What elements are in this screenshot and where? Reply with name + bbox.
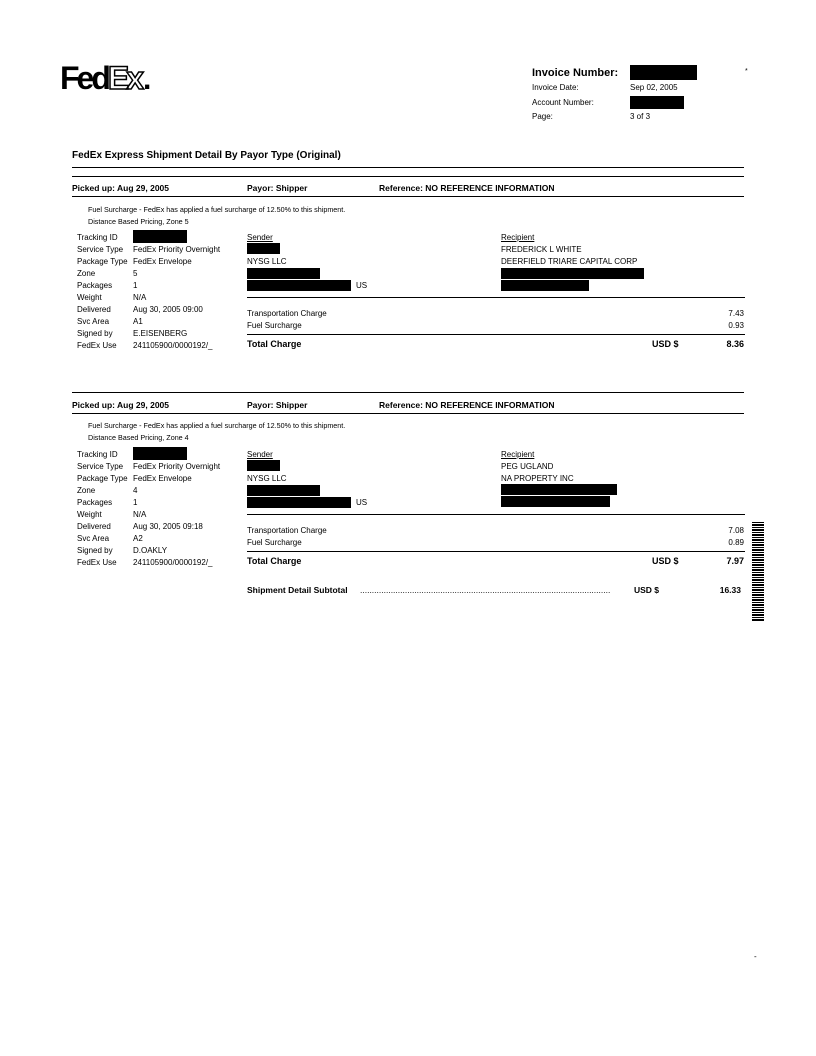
invoice-date-value: Sep 02, 2005 — [630, 83, 678, 92]
total-charge-value: 7.97 — [726, 556, 744, 566]
document-title: FedEx Express Shipment Detail By Payor Type (Original) — [72, 150, 341, 161]
tracking-id-label: Tracking ID — [77, 450, 118, 459]
total-charge-currency: USD $ — [652, 339, 679, 349]
package-type-value: FedEx Envelope — [133, 257, 192, 266]
zone-label: Zone — [77, 486, 96, 495]
recipient-city-redacted — [501, 280, 589, 291]
footer-mark: - — [754, 952, 757, 961]
fedex-logo — [60, 62, 148, 96]
signed-by-label: Signed by — [77, 546, 113, 555]
sender-city-redacted — [247, 280, 351, 291]
delivered-label: Delivered — [77, 522, 111, 531]
invoice-date-label: Invoice Date: — [532, 83, 579, 92]
reference: Reference: NO REFERENCE INFORMATION — [379, 400, 555, 410]
recipient-address-redacted — [501, 268, 644, 279]
transportation-charge-label: Transportation Charge — [247, 526, 327, 535]
distance-pricing-note: Distance Based Pricing, Zone 4 — [88, 433, 189, 442]
recipient-company: DEERFIELD TRIARE CAPITAL CORP — [501, 257, 638, 266]
distance-pricing-note: Distance Based Pricing, Zone 5 — [88, 217, 189, 226]
barcode-icon — [752, 522, 764, 622]
zone-label: Zone — [77, 269, 96, 278]
weight-label: Weight — [77, 293, 102, 302]
total-charge-label: Total Charge — [247, 556, 302, 566]
svc-area-value: A2 — [133, 534, 143, 543]
total-charge-label: Total Charge — [247, 339, 302, 349]
shipment-top-rule — [72, 176, 744, 177]
fedex-use-value: 241105900/0000192/_ — [133, 341, 213, 350]
sender-city-redacted — [247, 497, 351, 508]
recipient-name: FREDERICK L WHITE — [501, 245, 582, 254]
sender-name-redacted — [247, 243, 280, 254]
fedex-use-value: 241105900/0000192/_ — [133, 558, 213, 567]
sender-label: Sender — [247, 450, 273, 459]
zone-value: 4 — [133, 486, 138, 495]
subtotal-label: Shipment Detail Subtotal — [247, 585, 348, 595]
sender-company: NYSG LLC — [247, 474, 287, 483]
fuel-surcharge-value: 0.93 — [728, 321, 744, 330]
packages-label: Packages — [77, 498, 113, 507]
transportation-charge-value: 7.08 — [728, 526, 744, 535]
charges-top-rule — [247, 514, 745, 515]
subtotal-currency: USD $ — [634, 585, 660, 595]
svc-area-label: Svc Area — [77, 317, 110, 326]
recipient-label: Recipient — [501, 450, 535, 459]
corner-mark: * — [745, 68, 748, 75]
delivered-value: Aug 30, 2005 09:18 — [133, 522, 203, 531]
service-type-label: Service Type — [77, 462, 124, 471]
account-number-label: Account Number: — [532, 98, 594, 107]
transportation-charge-value: 7.43 — [728, 309, 744, 318]
packages-value: 1 — [133, 281, 138, 290]
fuel-surcharge-note: Fuel Surcharge - FedEx has applied a fuel surcharge of 12.50% to this shipment. — [88, 205, 346, 214]
sender-name-redacted — [247, 460, 280, 471]
payor: Payor: Shipper — [247, 400, 308, 410]
weight-value: N/A — [133, 293, 147, 302]
picked-up-date: Picked up: Aug 29, 2005 — [72, 400, 169, 410]
signed-by-value: D.OAKLY — [133, 546, 168, 555]
recipient-city-redacted — [501, 496, 610, 507]
service-type-label: Service Type — [77, 245, 124, 254]
tracking-id-label: Tracking ID — [77, 233, 118, 242]
sender-label: Sender — [247, 233, 273, 242]
reference: Reference: NO REFERENCE INFORMATION — [379, 183, 555, 193]
packages-value: 1 — [133, 498, 138, 507]
picked-up-date: Picked up: Aug 29, 2005 — [72, 183, 169, 193]
subtotal-leader-dots: .......................................................................................................... — [360, 585, 611, 595]
recipient-company: NA PROPERTY INC — [501, 474, 574, 483]
total-charge-currency: USD $ — [652, 556, 679, 566]
shipment-top-rule — [72, 392, 744, 393]
charges-top-rule — [247, 297, 745, 298]
sender-company: NYSG LLC — [247, 257, 287, 266]
page-label: Page: — [532, 112, 553, 121]
fuel-surcharge-note: Fuel Surcharge - FedEx has applied a fuel surcharge of 12.50% to this shipment. — [88, 421, 346, 430]
fuel-surcharge-label: Fuel Surcharge — [247, 321, 302, 330]
service-type-value: FedEx Priority Overnight — [133, 462, 221, 471]
invoice-number-redacted — [630, 65, 697, 80]
total-charge-value: 8.36 — [726, 339, 744, 349]
service-type-value: FedEx Priority Overnight — [133, 245, 221, 254]
sender-address-redacted — [247, 268, 320, 279]
subtotal-value: 16.33 — [719, 585, 741, 595]
fuel-surcharge-label: Fuel Surcharge — [247, 538, 302, 547]
logo-ex-text: Ex — [107, 60, 142, 96]
recipient-name: PEG UGLAND — [501, 462, 554, 471]
weight-value: N/A — [133, 510, 147, 519]
logo-dot: . — [143, 63, 149, 96]
svc-area-value: A1 — [133, 317, 143, 326]
zone-value: 5 — [133, 269, 138, 278]
packages-label: Packages — [77, 281, 113, 290]
shipment-header-rule — [72, 196, 744, 197]
sender-address-redacted — [247, 485, 320, 496]
signed-by-label: Signed by — [77, 329, 113, 338]
total-rule — [247, 551, 745, 552]
tracking-id-redacted — [133, 230, 187, 243]
account-number-redacted — [630, 96, 684, 109]
signed-by-value: E.EISENBERG — [133, 329, 188, 338]
fuel-surcharge-value: 0.89 — [728, 538, 744, 547]
delivered-value: Aug 30, 2005 09:00 — [133, 305, 203, 314]
svc-area-label: Svc Area — [77, 534, 110, 543]
delivered-label: Delivered — [77, 305, 111, 314]
transportation-charge-label: Transportation Charge — [247, 309, 327, 318]
sender-country: US — [356, 281, 368, 290]
package-type-label: Package Type — [77, 257, 128, 266]
package-type-label: Package Type — [77, 474, 128, 483]
page-value: 3 of 3 — [630, 112, 651, 121]
weight-label: Weight — [77, 510, 102, 519]
title-divider — [72, 167, 744, 168]
total-rule — [247, 334, 745, 335]
invoice-number-label: Invoice Number: — [532, 67, 619, 79]
package-type-value: FedEx Envelope — [133, 474, 192, 483]
tracking-id-redacted — [133, 447, 187, 460]
recipient-address-redacted — [501, 484, 617, 495]
fedex-use-label: FedEx Use — [77, 341, 117, 350]
shipment-header-rule — [72, 413, 744, 414]
logo-fed-text: Fed — [60, 60, 108, 96]
sender-country: US — [356, 498, 368, 507]
recipient-label: Recipient — [501, 233, 535, 242]
fedex-use-label: FedEx Use — [77, 558, 117, 567]
payor: Payor: Shipper — [247, 183, 308, 193]
